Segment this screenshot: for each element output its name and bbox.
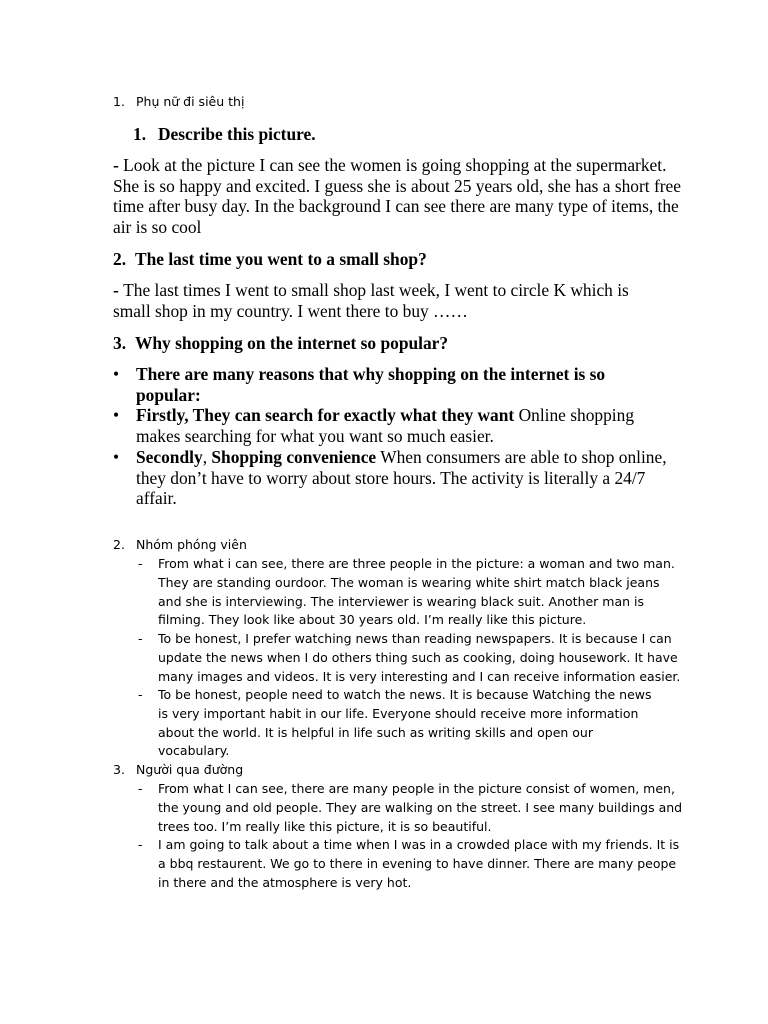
bullet-symbol: • (113, 364, 120, 384)
question3-number: 3. (113, 333, 127, 353)
question2-heading: The last time you went to a small shop? (135, 249, 427, 269)
question1-heading: Describe this picture. (158, 124, 316, 144)
bullet-item (136, 364, 626, 405)
dash-marker: - (138, 556, 143, 571)
dash-marker: - (138, 687, 143, 702)
bullet-bold: Firstly, They can search for exactly what they want (136, 405, 515, 425)
question1-number: 1. (133, 124, 147, 144)
dash-marker: - (138, 781, 143, 796)
question3-heading: Why shopping on the internet so popular? (135, 333, 449, 353)
list-item: To be honest, people need to watch the news. It is because Watching the news is very important habit in our life. Everyone should receive more information about the world. It is helpful in life such as writing skills and open our vocabulary. (158, 687, 652, 759)
section2-number: 2. (113, 537, 125, 552)
bullet-text: When consumers are able to shop online, they don’t have to worry about store hours. The activity is literally a 24/7 affair. (136, 447, 667, 509)
bullet-bold: There are many reasons that why shopping on the internet is so popular: (136, 364, 606, 405)
section1-number: 1. (113, 94, 125, 109)
dash-marker: - (138, 837, 143, 852)
answer1-paragraph (113, 155, 693, 237)
section3-number: 3. (113, 762, 125, 777)
answer1-text: Look at the picture I can see the women is going shopping at the supermarket. She is so happy and excited. I guess she is about 25 years old, she has a short free time after busy day. In the background I can see there are many type of items, the air is so cool (113, 155, 681, 237)
section2-title: Nhóm phóng viên (136, 537, 247, 552)
section3-title: Người qua đường (136, 762, 244, 777)
answer2-lead: - (113, 280, 124, 300)
bullet-text: Online shopping makes searching for what you want so much easier. (136, 405, 635, 446)
bullet-symbol: • (113, 447, 120, 467)
bullet-bold: Secondly (136, 447, 203, 467)
question2-number: 2. (113, 249, 127, 269)
answer2-paragraph (113, 280, 648, 321)
bullet-symbol: • (113, 405, 120, 425)
answer2-text: The last times I went to small shop last week, I went to circle K which is small shop in my country. I went there to buy …… (113, 280, 629, 321)
answer1-lead: - (113, 155, 124, 175)
bullet-bold: Shopping convenience (211, 447, 377, 467)
dash-marker: - (138, 631, 143, 646)
list-item: I am going to talk about a time when I was in a crowded place with my friends. It is a bbq restaurent. We go to there in evening to have dinner. There are many peope in there and the atmosphere is very hot. (158, 837, 680, 890)
bullet-item (136, 447, 681, 509)
list-item: From what i can see, there are three people in the picture: a woman and two man. They are standing ourdoor. The woman is wearing white shirt match black jeans and she is interviewing. The interviewer is wearing black suit. Another man is filming. They look like about 30 years old. I’m really like this picture. (158, 556, 675, 628)
bullet-text: , (202, 447, 212, 467)
list-item: To be honest, I prefer watching news than reading newspapers. It is because I can update the news when I do others thing such as cooking, doing housework. It have many images and videos. It is very interesting and I can receive information easier. (158, 631, 681, 684)
list-item: From what I can see, there are many people in the picture consist of women, men, the young and old people. They are walking on the street. I see many buildings and trees too. I’m really like this picture, it is so beautiful. (158, 781, 683, 834)
bullet-item (136, 405, 651, 446)
section1-title: Phụ nữ đi siêu thị (136, 94, 245, 109)
